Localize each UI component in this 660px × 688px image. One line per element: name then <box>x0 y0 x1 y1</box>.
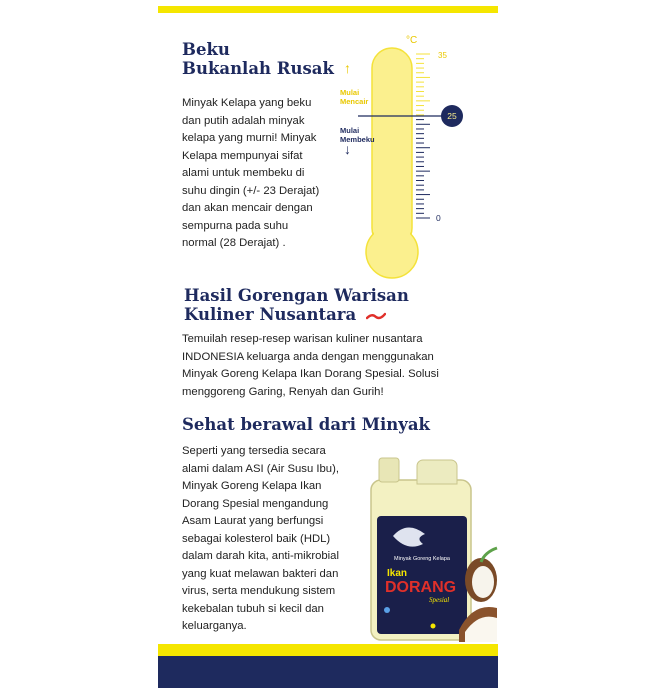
product-brand-line1: Ikan <box>387 568 408 579</box>
label-melt-arrow: ↑ <box>344 60 351 76</box>
section2-title-line2-text: Kuliner Nusantara <box>184 305 357 324</box>
top-yellow-bar <box>158 6 498 13</box>
thermometer-tube <box>372 48 412 248</box>
section2-title <box>184 286 409 324</box>
tick-label-max: 35 <box>438 51 447 60</box>
section1-title-line1: Beku <box>182 40 230 59</box>
brochure-page <box>158 0 498 688</box>
chili-icon <box>366 311 386 321</box>
bottom-navy-bar <box>158 656 498 688</box>
tick-label-min: 0 <box>436 213 441 223</box>
product-brand-sub: Spesial <box>429 596 450 604</box>
label-freeze-arrow: ↓ <box>344 141 351 157</box>
section1-title-line2: Bukanlah Rusak <box>182 59 334 78</box>
section2-body: Temuilah resep-resep warisan kuliner nusantara INDONESIA keluarga anda dengan menggunakan Minyak Goreng Kelapa Ikan Dorang Spesial. Solusi menggoreng Garing, Renyah dan Gurih! <box>182 333 439 398</box>
product-brand-line2: DORANG <box>385 579 457 596</box>
label-freeze: Mulai Membeku <box>340 126 375 144</box>
product-tagline: Minyak Goreng Kelapa <box>394 556 450 562</box>
label-melt: Mulai Mencair <box>340 88 369 106</box>
unit-label: °C <box>406 35 418 46</box>
section3-body: Seperti yang tersedia secara alami dalam ASI (Air Susu Ibu), Minyak Goreng Kelapa Ikan Dorang Spesial mengandung Asam Laurat yang berfungsi sebagai kolesterol baik (HDL) dalam darah kita, anti-mikrobial yang kuat melawan bakteri dan virus, serta mendukung sistem kekebalan tubuh si kecil dan keluarganya. <box>182 445 339 632</box>
bottom-yellow-bar <box>158 644 498 656</box>
thermometer <box>358 30 498 280</box>
product-jerrycan-image <box>363 452 498 642</box>
thermometer-scale <box>416 54 430 218</box>
marker-value: 25 <box>447 111 457 121</box>
section2-title-line2 <box>184 305 409 324</box>
section3-title: Sehat berawal dari Minyak <box>182 415 430 434</box>
section1-body: Minyak Kelapa yang beku dan putih adalah minyak kelapa yang murni! Minyak Kelapa mempunyai sifat alami untuk membeku di suhu dingin (+/- 23 Derajat) dan akan mencair dengan sempurna pada suhu normal (28 Derajat) . <box>182 97 320 249</box>
section2-title-line1: Hasil Gorengan Warisan <box>184 286 409 305</box>
section1-title <box>182 40 334 78</box>
